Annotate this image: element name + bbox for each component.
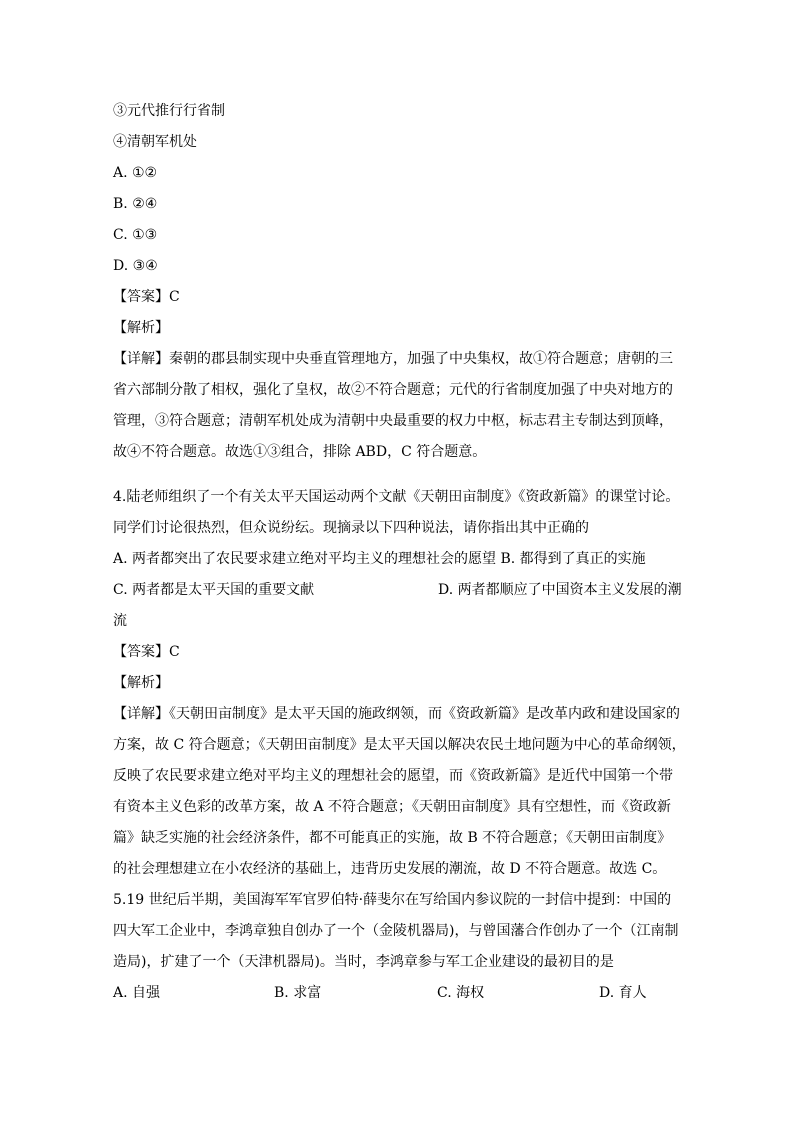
q3-option-b: B. ②④ <box>113 196 158 212</box>
q4-detail-line: 有资本主义色彩的改革方案，故 A 不符合题意；《天朝田亩制度》具有空想性，而《资政新 <box>113 799 672 815</box>
paragraph-gap <box>113 468 683 482</box>
q5-options-row <box>113 978 683 1009</box>
q3-option-c: C. ①③ <box>113 227 158 243</box>
q3-analysis-title: 【解析】 <box>113 320 169 336</box>
q4-detail-line: 的社会理想建立在小农经济的基础上，违背历史发展的潮流，故 D 不符合题意。故选 C。 <box>113 861 667 877</box>
q3-option-d: D. ③④ <box>113 258 158 274</box>
q4-stem-line: 同学们讨论很热烈，但众说纷纭。现摘录以下四种说法，请你指出其中正确的 <box>113 520 589 536</box>
q4-detail-line: 【详解】《天朝田亩制度》是太平天国的施政纲领，而《资政新篇》是改革内政和建设国家的 <box>113 706 680 722</box>
q3-item-3: ③元代推行行省制 <box>113 103 225 119</box>
document-page <box>113 96 686 1009</box>
q4-option-d: D. 两者都顺应了中国资本主义发展的潮 <box>438 582 682 598</box>
q4-options-row-1 <box>113 544 683 575</box>
q4-option-c: C. 两者都是太平天国的重要文献 <box>113 582 315 598</box>
q5-stem-line: 5.19 世纪后半期，美国海军军官罗伯特·薛斐尔在写给国内参议院的一封信中提到：中国的 <box>113 892 672 908</box>
q5-stem-line: 造局)，扩建了一个（天津机器局)。当时，李鸿章参与军工企业建设的最初目的是 <box>113 954 614 970</box>
q5-option-d: D. 育人 <box>599 985 647 1001</box>
q4-option-b: B. 都得到了真正的实施 <box>500 551 646 567</box>
q3-detail-line: 管理，③符合题意；清朝军机处成为清朝中央最重要的权力中枢，标志君主专制达到顶峰， <box>113 413 673 429</box>
q4-stem-line: 4.陆老师组织了一个有关太平天国运动两个文献《天朝田亩制度》《资政新篇》的课堂讨论。 <box>113 489 680 505</box>
q5-option-a: A. 自强 <box>113 985 161 1001</box>
q3-answer: 【答案】C <box>113 289 180 305</box>
q4-answer: 【答案】C <box>113 644 180 660</box>
q5-option-b: B. 求富 <box>274 985 322 1001</box>
q5-stem-line: 四大军工企业中，李鸿章独自创办了一个（金陵机器局)，与曾国藩合作创办了一个（江南制 <box>113 923 679 939</box>
q4-analysis-title: 【解析】 <box>113 675 169 691</box>
q4-detail-line: 方案，故 C 符合题意；《天朝田亩制度》是太平天国以解决农民土地问题为中心的革命纲领， <box>113 737 686 753</box>
q4-detail-line: 反映了农民要求建立绝对平均主义的理想社会的愿望，而《资政新篇》是近代中国第一个带 <box>113 768 673 784</box>
q3-item-4: ④清朝军机处 <box>113 134 197 150</box>
q5-option-c: C. 海权 <box>437 985 485 1001</box>
q4-options-row-2 <box>113 575 683 606</box>
q4-detail-line: 篇》缺乏实施的社会经济条件，都不可能真正的实施，故 B 不符合题意；《天朝田亩制度》 <box>113 830 672 846</box>
q4-option-d-continued: 流 <box>113 613 127 629</box>
q3-detail-line: 省六部制分散了相权，强化了皇权，故②不符合题意；元代的行省制度加强了中央对地方的 <box>113 382 673 398</box>
q3-detail-line: 【详解】秦朝的郡县制实现中央垂直管理地方，加强了中央集权，故①符合题意；唐朝的三 <box>113 351 673 367</box>
q4-option-a: A. 两者都突出了农民要求建立绝对平均主义的理想社会的愿望 <box>113 551 497 567</box>
q3-detail-line: 故④不符合题意。故选①③组合，排除 ABD，C 符合题意。 <box>113 444 487 460</box>
q3-option-a: A. ①② <box>113 165 158 181</box>
